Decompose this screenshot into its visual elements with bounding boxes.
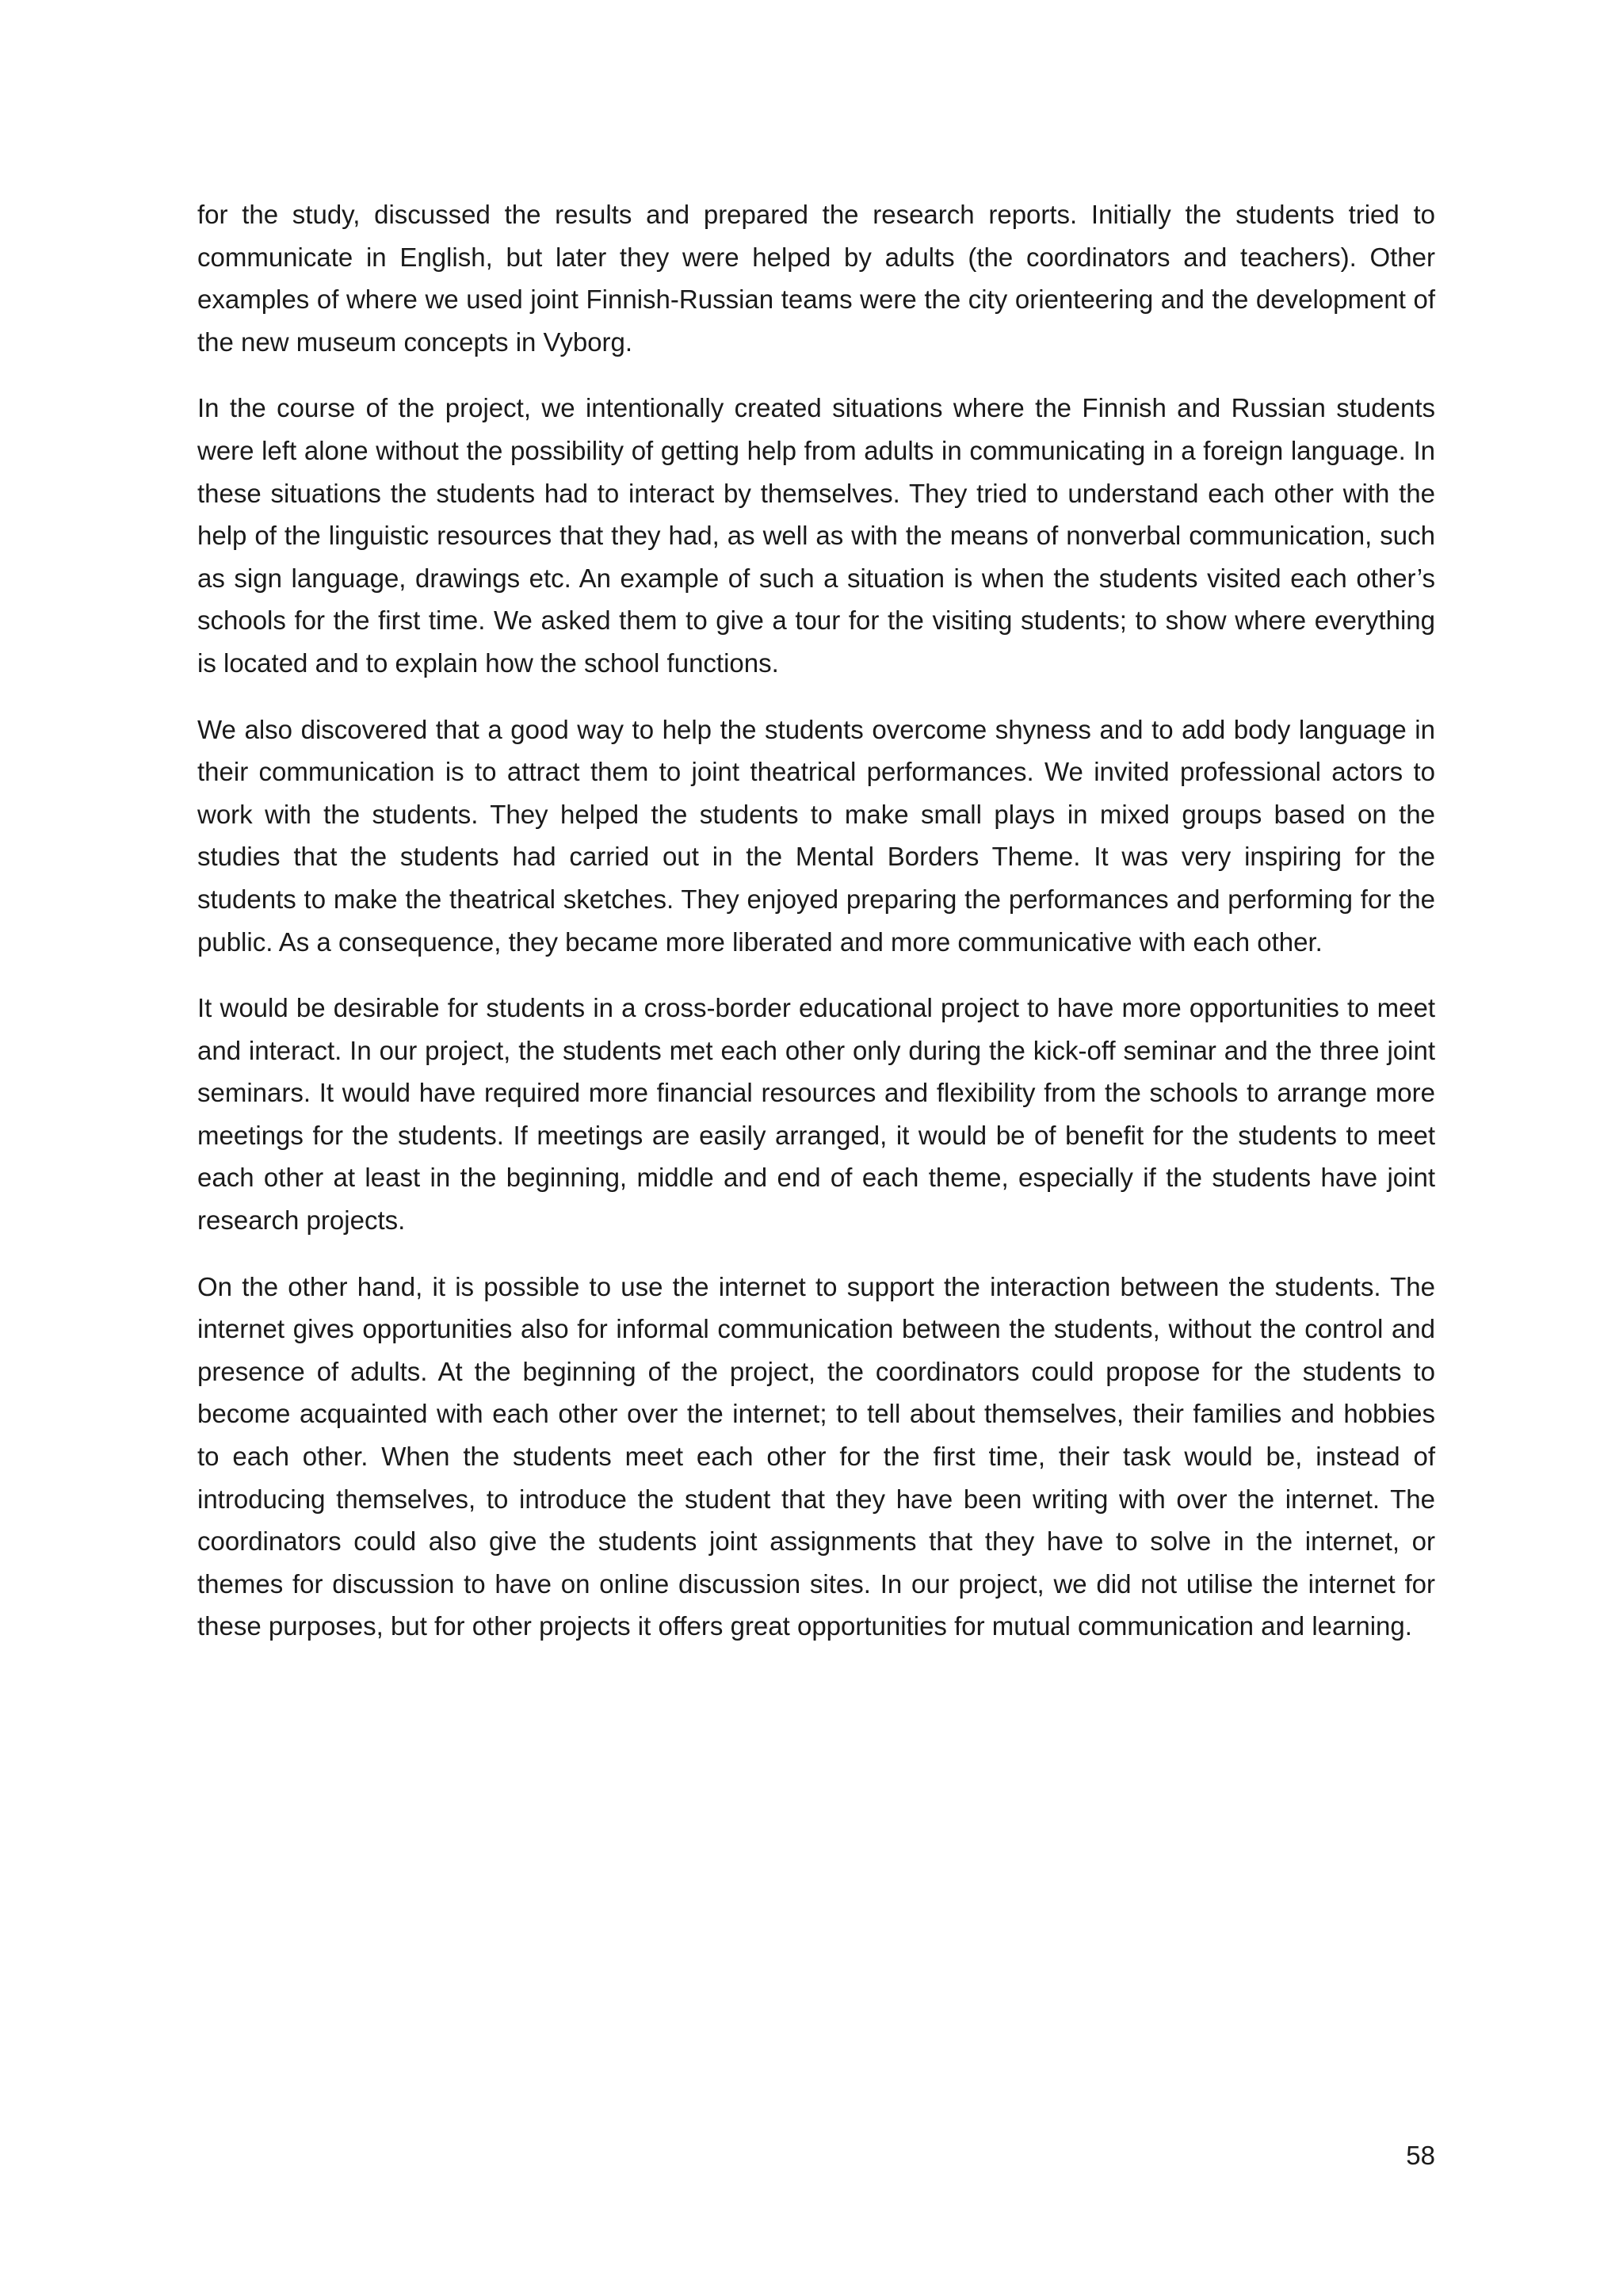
paragraph: It would be desirable for students in a cross-border educational project to have more opportunities to meet and interact. In our project, the students met each other only during the kick-off seminar and the three joint seminars. It would have required more financial resources and flexibility from the schools to arrange more meetings for the students. If meetings are easily arranged, it would be of benefit for the students to meet each other at least in the beginning, middle and end of each theme, especially if the students have joint research projects. bbox=[197, 993, 1435, 1236]
paragraph: In the course of the project, we intentionally created situations where the Finnish and Russian students were left alone without the possibility of getting help from adults in communicating in a foreign language. In these situations the students had to interact by themselves. They tried to understand each other with the help of the linguistic resources that they had, as well as with the means of nonverbal communication, such as sign language, drawings etc. An example of such a situation is when the students visited each other’s schools for the first time. We asked them to give a tour for the visiting students; to show where everything is located and to explain how the school functions. bbox=[197, 393, 1435, 678]
paragraph: We also discovered that a good way to help the students overcome shyness and to add body language in their communication is to attract them to joint theatrical performances. We invited professional actors to work with the students. They helped the students to make small plays in mixed groups based on the studies that the students had carried out in the Mental Borders Theme. It was very inspiring for the students to make the theatrical sketches. They enjoyed preparing the performances and performing for the public. As a consequence, they became more liberated and more communicative with each other. bbox=[197, 714, 1435, 957]
body-text bbox=[197, 193, 1435, 1671]
paragraph: for the study, discussed the results and prepared the research reports. Initially the students tried to communicate in English, but later they were helped by adults (the coordinators and teachers). Other examples of where we used joint Finnish-Russian teams were the city orienteering and the development of the new museum concepts in Vyborg. bbox=[197, 200, 1435, 357]
paragraph: On the other hand, it is possible to use the internet to support the interaction between the students. The internet gives opportunities also for informal communication between the students, without the control and presence of adults. At the beginning of the project, the coordinators could propose for the students to become acquainted with each other over the internet; to tell about themselves, their families and hobbies to each other. When the students meet each other for the first time, their task would be, instead of introducing themselves, to introduce the student that they have been writing with over the internet. The coordinators could also give the students joint assignments that they have to solve in the internet, or themes for discussion to have on online discussion sites. In our project, we did not utilise the internet for these purposes, but for other projects it offers great opportunities for mutual communication and learning. bbox=[197, 1271, 1435, 1641]
page-number: 58 bbox=[1406, 2141, 1435, 2170]
